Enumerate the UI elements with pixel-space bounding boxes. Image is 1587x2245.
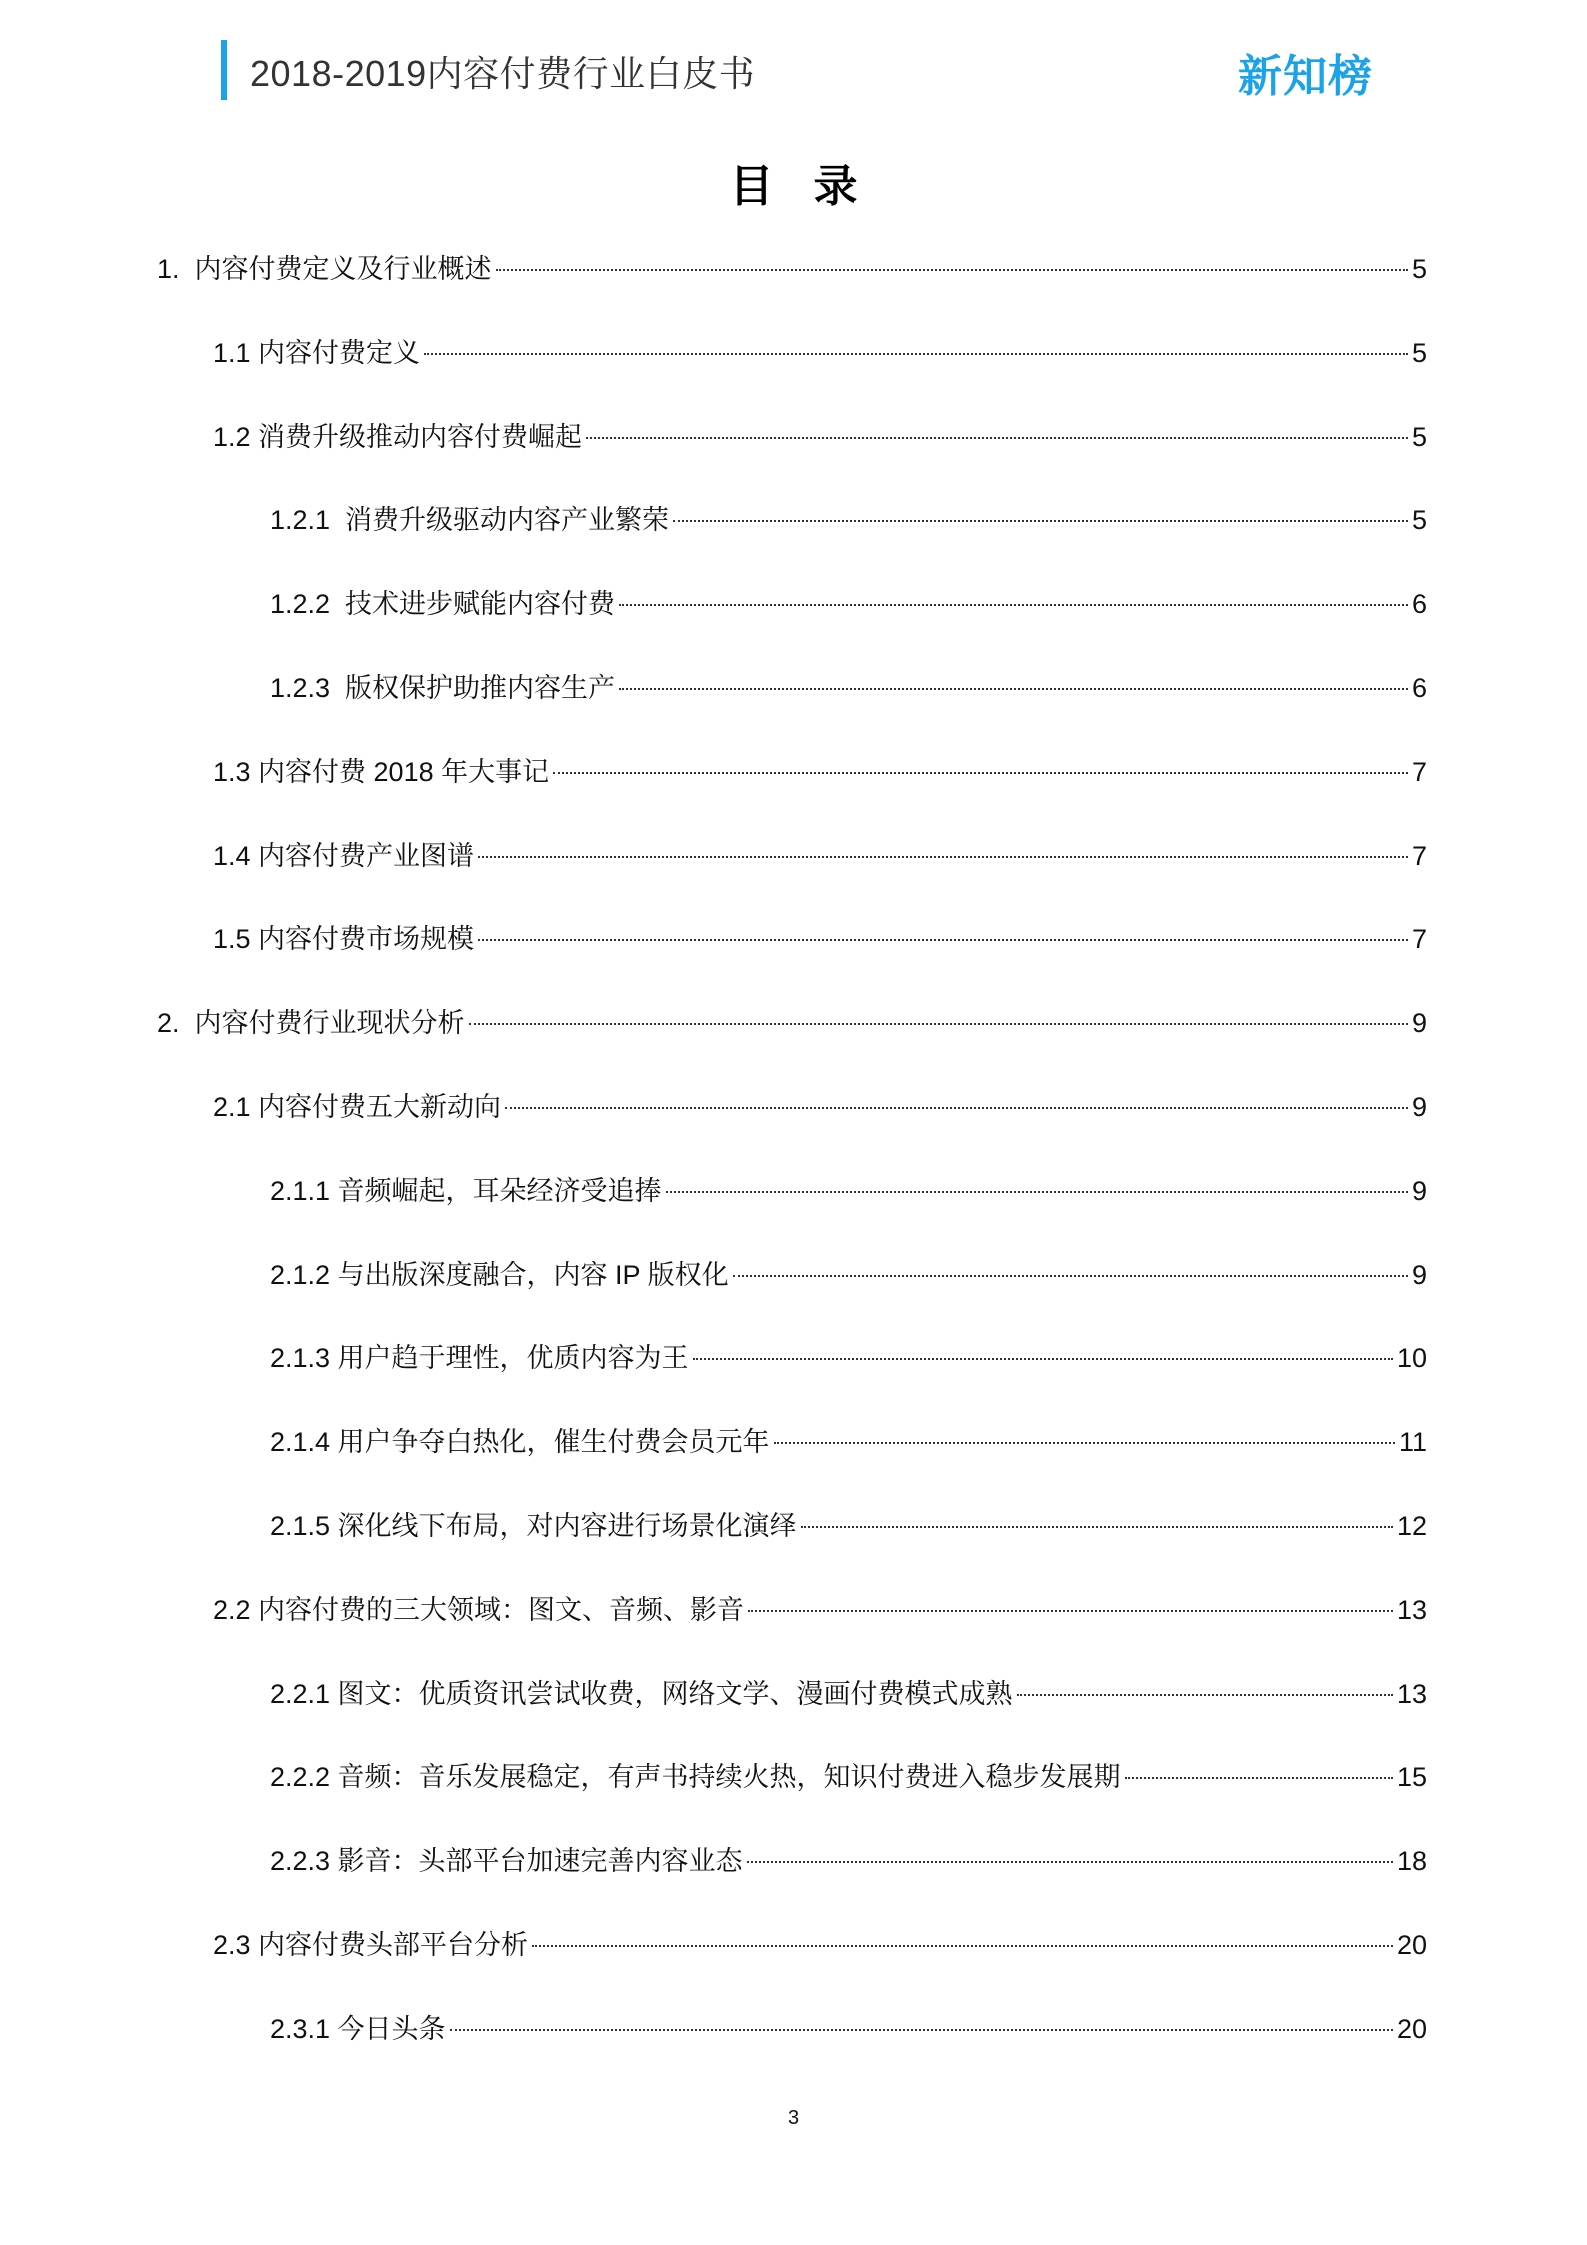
dot-leader bbox=[478, 856, 1408, 858]
toc-entry-level-3[interactable] bbox=[270, 2007, 1427, 2047]
dot-leader bbox=[666, 1191, 1408, 1193]
toc-entry-level-2[interactable] bbox=[213, 1085, 1427, 1125]
header-accent-bar bbox=[221, 40, 227, 100]
toc-entry-level-2[interactable] bbox=[213, 917, 1427, 957]
dot-leader bbox=[586, 437, 1408, 439]
toc-entry-page: 10 bbox=[1396, 1343, 1427, 1373]
toc-entry-page: 18 bbox=[1396, 1846, 1427, 1876]
dot-leader bbox=[478, 939, 1408, 941]
toc-entry-label: 2.2.3 影音：头部平台加速完善内容业态 bbox=[270, 1839, 745, 1878]
toc-entry-level-3[interactable] bbox=[270, 1839, 1427, 1879]
dot-leader bbox=[774, 1442, 1395, 1444]
toc-entry-level-3[interactable] bbox=[270, 1253, 1427, 1293]
toc-entry-page: 13 bbox=[1396, 1595, 1427, 1625]
brand-logo: 新知榜 bbox=[1238, 52, 1373, 101]
toc-entry-page: 20 bbox=[1396, 2014, 1427, 2044]
toc-entry-page: 7 bbox=[1411, 841, 1427, 871]
toc-entry-page: 5 bbox=[1411, 422, 1427, 452]
toc-entry-label: 2. 内容付费行业现状分析 bbox=[157, 1001, 467, 1040]
page-header bbox=[0, 0, 1587, 120]
toc-entry-label: 2.2.2 音频：音乐发展稳定，有声书持续火热，知识付费进入稳步发展期 bbox=[270, 1755, 1123, 1794]
toc-entry-label: 2.1 内容付费五大新动向 bbox=[213, 1085, 503, 1124]
toc-entry-page: 7 bbox=[1411, 924, 1427, 954]
toc-entry-label: 1.3 内容付费 2018 年大事记 bbox=[213, 750, 551, 789]
dot-leader bbox=[748, 1610, 1393, 1612]
toc-entry-level-3[interactable] bbox=[270, 666, 1427, 706]
dot-leader bbox=[532, 1945, 1393, 1947]
dot-leader bbox=[619, 688, 1408, 690]
page-number: 3 bbox=[787, 2107, 800, 2129]
dot-leader bbox=[693, 1358, 1393, 1360]
toc-entry-page: 7 bbox=[1411, 757, 1427, 787]
toc-entry-level-3[interactable] bbox=[270, 1755, 1427, 1795]
toc-entry-label: 1.2.3 版权保护助推内容生产 bbox=[270, 666, 617, 705]
toc-entry-label: 2.1.1 音频崛起，耳朵经济受追捧 bbox=[270, 1169, 664, 1208]
toc-entry-level-3[interactable] bbox=[270, 1420, 1427, 1460]
toc-entry-level-1[interactable] bbox=[157, 247, 1427, 287]
toc-entry-label: 2.2 内容付费的三大领域：图文、音频、影音 bbox=[213, 1588, 746, 1627]
toc-entry-page: 20 bbox=[1396, 1930, 1427, 1960]
dot-leader bbox=[733, 1275, 1408, 1277]
toc-entry-label: 1.2 消费升级推动内容付费崛起 bbox=[213, 415, 584, 454]
toc-entry-label: 2.1.5 深化线下布局，对内容进行场景化演绎 bbox=[270, 1504, 799, 1543]
toc-entry-level-3[interactable] bbox=[270, 582, 1427, 622]
toc-entry-label: 1.2.1 消费升级驱动内容产业繁荣 bbox=[270, 498, 671, 537]
toc-entry-page: 6 bbox=[1411, 589, 1427, 619]
dot-leader bbox=[505, 1107, 1408, 1109]
toc-entry-label: 2.2.1 图文：优质资讯尝试收费，网络文学、漫画付费模式成熟 bbox=[270, 1672, 1015, 1711]
toc-entry-page: 13 bbox=[1396, 1679, 1427, 1709]
dot-leader bbox=[469, 1023, 1408, 1025]
toc-entry-page: 11 bbox=[1398, 1427, 1427, 1457]
toc-entry-page: 5 bbox=[1411, 254, 1427, 284]
toc-entry-level-3[interactable] bbox=[270, 1336, 1427, 1376]
toc-entry-label: 1.2.2 技术进步赋能内容付费 bbox=[270, 582, 617, 621]
toc-entry-level-3[interactable] bbox=[270, 1504, 1427, 1544]
toc-entry-label: 1. 内容付费定义及行业概述 bbox=[157, 247, 494, 286]
toc-entry-label: 1.1 内容付费定义 bbox=[213, 331, 422, 370]
toc-entry-label: 1.4 内容付费产业图谱 bbox=[213, 834, 476, 873]
toc-entry-page: 6 bbox=[1411, 673, 1427, 703]
toc-entry-page: 9 bbox=[1411, 1092, 1427, 1122]
toc-heading: 目录 bbox=[729, 162, 898, 211]
toc-entry-level-3[interactable] bbox=[270, 1672, 1427, 1712]
toc-entry-label: 2.1.2 与出版深度融合，内容 IP 版权化 bbox=[270, 1253, 731, 1292]
toc-entry-level-2[interactable] bbox=[213, 834, 1427, 874]
toc-entry-label: 1.5 内容付费市场规模 bbox=[213, 917, 476, 956]
toc-entry-level-3[interactable] bbox=[270, 498, 1427, 538]
dot-leader bbox=[747, 1861, 1393, 1863]
toc-entry-page: 5 bbox=[1411, 338, 1427, 368]
dot-leader bbox=[496, 269, 1408, 271]
dot-leader bbox=[553, 772, 1408, 774]
toc-entry-label: 2.1.3 用户趋于理性，优质内容为王 bbox=[270, 1336, 691, 1375]
toc-entry-level-2[interactable] bbox=[213, 1923, 1427, 1963]
toc-entry-page: 12 bbox=[1396, 1511, 1427, 1541]
toc-entry-level-2[interactable] bbox=[213, 415, 1427, 455]
dot-leader bbox=[801, 1526, 1393, 1528]
toc-entry-label: 2.1.4 用户争夺白热化，催生付费会员元年 bbox=[270, 1420, 772, 1459]
toc-entry-label: 2.3.1 今日头条 bbox=[270, 2007, 448, 2046]
toc-entry-label: 2.3 内容付费头部平台分析 bbox=[213, 1923, 530, 1962]
toc-entry-level-2[interactable] bbox=[213, 1588, 1427, 1628]
toc-entry-page: 5 bbox=[1411, 505, 1427, 535]
dot-leader bbox=[450, 2029, 1393, 2031]
document-title: 2018-2019内容付费行业白皮书 bbox=[250, 53, 756, 94]
dot-leader bbox=[1125, 1777, 1393, 1779]
dot-leader bbox=[424, 353, 1408, 355]
toc-entry-level-3[interactable] bbox=[270, 1169, 1427, 1209]
dot-leader bbox=[1017, 1694, 1393, 1696]
toc-entry-page: 9 bbox=[1411, 1008, 1427, 1038]
toc-entry-level-2[interactable] bbox=[213, 750, 1427, 790]
toc-entry-page: 9 bbox=[1411, 1260, 1427, 1290]
toc-entry-page: 15 bbox=[1396, 1762, 1427, 1792]
toc-entry-level-1[interactable] bbox=[157, 1001, 1427, 1041]
toc-entry-page: 9 bbox=[1411, 1176, 1427, 1206]
toc-entry-level-2[interactable] bbox=[213, 331, 1427, 371]
dot-leader bbox=[619, 604, 1408, 606]
dot-leader bbox=[673, 520, 1408, 522]
